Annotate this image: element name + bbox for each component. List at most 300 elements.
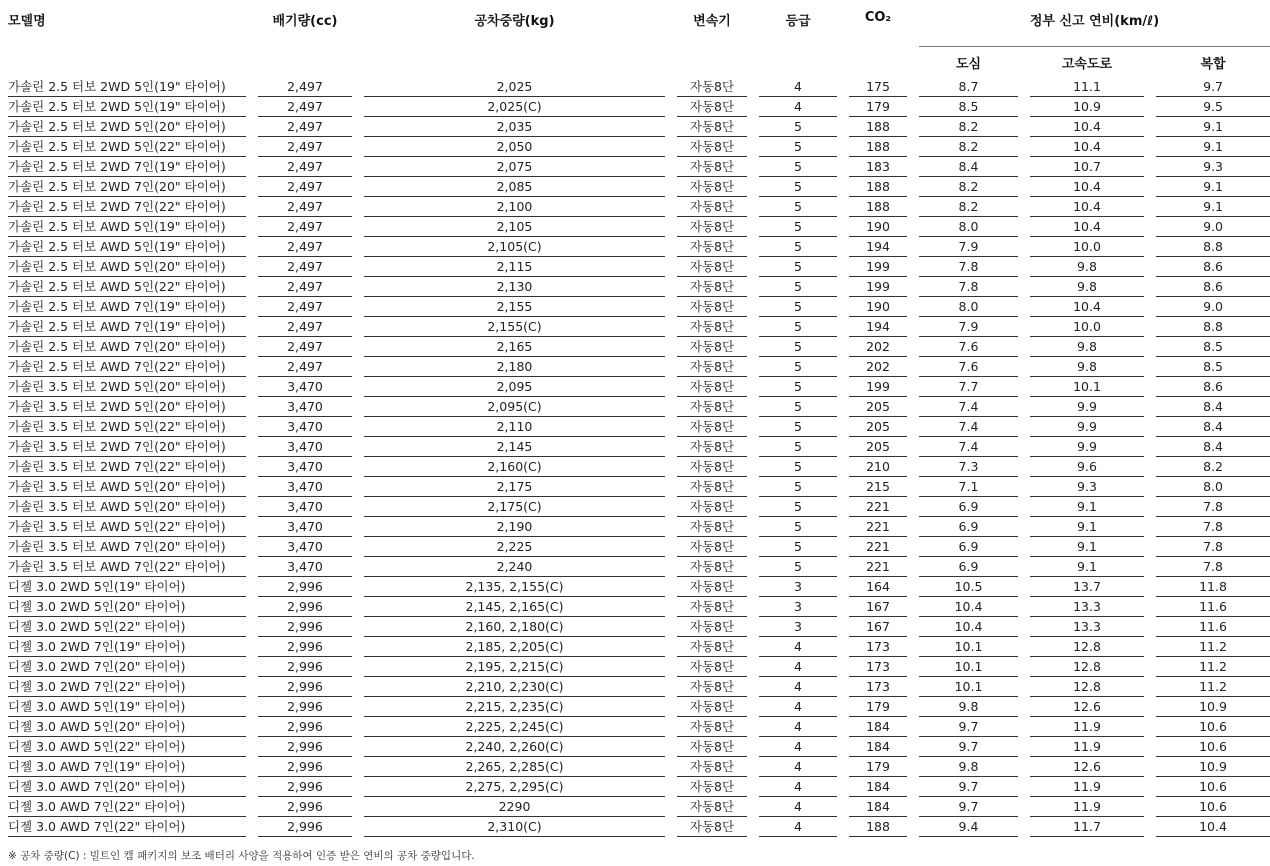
cell-displacement: 2,497 bbox=[258, 337, 352, 357]
cell-transmission: 자동8단 bbox=[677, 457, 747, 477]
cell-grade: 5 bbox=[759, 497, 837, 517]
cell-curb-weight: 2,275, 2,295(C) bbox=[364, 777, 665, 797]
cell-city: 7.4 bbox=[919, 437, 1018, 457]
cell-highway: 10.4 bbox=[1030, 117, 1144, 137]
cell-co2: 190 bbox=[849, 297, 907, 317]
header-model: 모델명 bbox=[8, 14, 46, 29]
cell-city: 7.1 bbox=[919, 477, 1018, 497]
cell-model: 가솔린 2.5 터보 AWD 5인(19" 타이어) bbox=[8, 237, 246, 257]
fuel-economy-table bbox=[8, 10, 1270, 837]
column-gap bbox=[1144, 697, 1156, 717]
column-gap bbox=[352, 417, 364, 437]
column-gap bbox=[907, 157, 919, 177]
column-gap bbox=[907, 217, 919, 237]
column-gap bbox=[665, 757, 677, 777]
column-gap bbox=[1018, 237, 1030, 257]
column-gap bbox=[665, 437, 677, 457]
cell-model: 디젤 3.0 AWD 7인(22" 타이어) bbox=[8, 797, 246, 817]
column-gap bbox=[665, 797, 677, 817]
cell-model: 가솔린 3.5 터보 AWD 7인(22" 타이어) bbox=[8, 557, 246, 577]
column-gap bbox=[1144, 477, 1156, 497]
column-gap bbox=[352, 237, 364, 257]
column-gap bbox=[907, 77, 919, 97]
column-gap bbox=[1018, 557, 1030, 577]
column-gap bbox=[352, 157, 364, 177]
cell-co2: 215 bbox=[849, 477, 907, 497]
cell-city: 7.6 bbox=[919, 337, 1018, 357]
cell-grade: 4 bbox=[759, 737, 837, 757]
column-gap bbox=[1144, 237, 1156, 257]
cell-combined: 10.6 bbox=[1156, 797, 1270, 817]
cell-curb-weight: 2,195, 2,215(C) bbox=[364, 657, 665, 677]
column-gap bbox=[352, 217, 364, 237]
column-gap bbox=[352, 797, 364, 817]
column-gap bbox=[246, 757, 258, 777]
cell-city: 7.8 bbox=[919, 257, 1018, 277]
cell-co2: 184 bbox=[849, 777, 907, 797]
cell-highway: 13.3 bbox=[1030, 597, 1144, 617]
table-row bbox=[8, 477, 1270, 497]
cell-highway: 9.6 bbox=[1030, 457, 1144, 477]
cell-highway: 12.8 bbox=[1030, 637, 1144, 657]
cell-displacement: 3,470 bbox=[258, 417, 352, 437]
table-row bbox=[8, 757, 1270, 777]
column-gap bbox=[1018, 337, 1030, 357]
cell-combined: 8.6 bbox=[1156, 377, 1270, 397]
cell-displacement: 2,996 bbox=[258, 797, 352, 817]
cell-co2: 179 bbox=[849, 697, 907, 717]
column-gap bbox=[1018, 477, 1030, 497]
table-row bbox=[8, 117, 1270, 137]
column-gap bbox=[837, 697, 849, 717]
cell-co2: 221 bbox=[849, 557, 907, 577]
cell-co2: 205 bbox=[849, 397, 907, 417]
cell-combined: 7.8 bbox=[1156, 517, 1270, 537]
column-gap bbox=[1144, 417, 1156, 437]
cell-grade: 5 bbox=[759, 137, 837, 157]
table-row bbox=[8, 617, 1270, 637]
cell-displacement: 2,497 bbox=[258, 257, 352, 277]
cell-city: 7.3 bbox=[919, 457, 1018, 477]
column-gap bbox=[1018, 817, 1030, 837]
column-gap bbox=[747, 77, 759, 97]
cell-curb-weight: 2,225 bbox=[364, 537, 665, 557]
cell-transmission: 자동8단 bbox=[677, 517, 747, 537]
cell-combined: 11.2 bbox=[1156, 637, 1270, 657]
column-gap bbox=[665, 497, 677, 517]
cell-co2: 221 bbox=[849, 517, 907, 537]
cell-grade: 5 bbox=[759, 557, 837, 577]
cell-model: 가솔린 2.5 터보 AWD 7인(22" 타이어) bbox=[8, 357, 246, 377]
column-gap bbox=[352, 517, 364, 537]
cell-transmission: 자동8단 bbox=[677, 377, 747, 397]
column-gap bbox=[1018, 697, 1030, 717]
column-gap bbox=[907, 357, 919, 377]
column-gap bbox=[907, 197, 919, 217]
cell-transmission: 자동8단 bbox=[677, 277, 747, 297]
column-gap bbox=[665, 577, 677, 597]
cell-model: 디젤 3.0 AWD 5인(22" 타이어) bbox=[8, 737, 246, 757]
column-gap bbox=[352, 317, 364, 337]
cell-highway: 9.1 bbox=[1030, 517, 1144, 537]
column-gap bbox=[246, 337, 258, 357]
column-gap bbox=[1144, 357, 1156, 377]
column-gap bbox=[747, 357, 759, 377]
column-gap bbox=[1144, 377, 1156, 397]
cell-combined: 8.0 bbox=[1156, 477, 1270, 497]
column-gap bbox=[1018, 637, 1030, 657]
cell-displacement: 2,996 bbox=[258, 637, 352, 657]
column-gap bbox=[907, 277, 919, 297]
cell-combined: 7.8 bbox=[1156, 537, 1270, 557]
cell-transmission: 자동8단 bbox=[677, 737, 747, 757]
table-row bbox=[8, 797, 1270, 817]
cell-model: 가솔린 2.5 터보 AWD 7인(19" 타이어) bbox=[8, 297, 246, 317]
column-gap bbox=[907, 817, 919, 837]
cell-displacement: 2,497 bbox=[258, 237, 352, 257]
cell-highway: 10.9 bbox=[1030, 97, 1144, 117]
column-gap bbox=[665, 657, 677, 677]
cell-co2: 199 bbox=[849, 277, 907, 297]
column-gap bbox=[907, 697, 919, 717]
cell-curb-weight: 2,025(C) bbox=[364, 97, 665, 117]
cell-city: 9.7 bbox=[919, 737, 1018, 757]
cell-curb-weight: 2,175 bbox=[364, 477, 665, 497]
cell-curb-weight: 2,075 bbox=[364, 157, 665, 177]
column-gap bbox=[1018, 417, 1030, 437]
column-gap bbox=[665, 697, 677, 717]
cell-city: 7.8 bbox=[919, 277, 1018, 297]
column-gap bbox=[1144, 637, 1156, 657]
table-row bbox=[8, 397, 1270, 417]
column-gap bbox=[1018, 597, 1030, 617]
cell-city: 7.6 bbox=[919, 357, 1018, 377]
header-city: 도심 bbox=[955, 56, 982, 72]
cell-combined: 8.5 bbox=[1156, 357, 1270, 377]
column-gap bbox=[1144, 217, 1156, 237]
column-gap bbox=[352, 137, 364, 157]
cell-city: 8.2 bbox=[919, 197, 1018, 217]
cell-city: 9.7 bbox=[919, 717, 1018, 737]
cell-displacement: 2,497 bbox=[258, 137, 352, 157]
column-gap bbox=[747, 517, 759, 537]
table-row bbox=[8, 577, 1270, 597]
cell-model: 디젤 3.0 AWD 5인(19" 타이어) bbox=[8, 697, 246, 717]
cell-displacement: 3,470 bbox=[258, 437, 352, 457]
column-gap bbox=[246, 537, 258, 557]
cell-grade: 4 bbox=[759, 777, 837, 797]
cell-co2: 188 bbox=[849, 177, 907, 197]
cell-transmission: 자동8단 bbox=[677, 97, 747, 117]
cell-combined: 8.5 bbox=[1156, 337, 1270, 357]
cell-highway: 13.3 bbox=[1030, 617, 1144, 637]
table-row bbox=[8, 237, 1270, 257]
table-row bbox=[8, 357, 1270, 377]
cell-transmission: 자동8단 bbox=[677, 317, 747, 337]
cell-curb-weight: 2,185, 2,205(C) bbox=[364, 637, 665, 657]
cell-highway: 11.9 bbox=[1030, 797, 1144, 817]
cell-curb-weight: 2,130 bbox=[364, 277, 665, 297]
cell-grade: 5 bbox=[759, 457, 837, 477]
column-gap bbox=[837, 557, 849, 577]
header-co2: CO₂ bbox=[864, 10, 892, 25]
cell-highway: 12.6 bbox=[1030, 757, 1144, 777]
cell-combined: 9.1 bbox=[1156, 177, 1270, 197]
cell-city: 10.5 bbox=[919, 577, 1018, 597]
column-gap bbox=[665, 137, 677, 157]
cell-transmission: 자동8단 bbox=[677, 137, 747, 157]
column-gap bbox=[1144, 277, 1156, 297]
cell-highway: 9.9 bbox=[1030, 437, 1144, 457]
column-gap bbox=[352, 437, 364, 457]
column-gap bbox=[246, 217, 258, 237]
cell-transmission: 자동8단 bbox=[677, 597, 747, 617]
column-gap bbox=[665, 357, 677, 377]
cell-model: 디젤 3.0 2WD 5인(22" 타이어) bbox=[8, 617, 246, 637]
cell-curb-weight: 2,100 bbox=[364, 197, 665, 217]
column-gap bbox=[246, 77, 258, 97]
column-gap bbox=[352, 297, 364, 317]
column-gap bbox=[352, 757, 364, 777]
table-row bbox=[8, 677, 1270, 697]
cell-grade: 5 bbox=[759, 317, 837, 337]
column-gap bbox=[907, 397, 919, 417]
cell-curb-weight: 2,025 bbox=[364, 77, 665, 97]
cell-curb-weight: 2290 bbox=[364, 797, 665, 817]
column-gap bbox=[1018, 737, 1030, 757]
column-gap bbox=[246, 657, 258, 677]
cell-curb-weight: 2,240, 2,260(C) bbox=[364, 737, 665, 757]
cell-model: 가솔린 3.5 터보 AWD 5인(22" 타이어) bbox=[8, 517, 246, 537]
cell-grade: 5 bbox=[759, 297, 837, 317]
column-gap bbox=[837, 277, 849, 297]
column-gap bbox=[1144, 577, 1156, 597]
cell-city: 8.2 bbox=[919, 177, 1018, 197]
column-gap bbox=[1144, 137, 1156, 157]
cell-model: 가솔린 2.5 터보 2WD 7인(20" 타이어) bbox=[8, 177, 246, 197]
cell-co2: 167 bbox=[849, 617, 907, 637]
cell-highway: 12.8 bbox=[1030, 657, 1144, 677]
cell-grade: 4 bbox=[759, 757, 837, 777]
cell-city: 8.2 bbox=[919, 117, 1018, 137]
cell-transmission: 자동8단 bbox=[677, 717, 747, 737]
column-gap bbox=[1144, 297, 1156, 317]
cell-grade: 3 bbox=[759, 597, 837, 617]
cell-curb-weight: 2,165 bbox=[364, 337, 665, 357]
cell-model: 가솔린 3.5 터보 2WD 7인(22" 타이어) bbox=[8, 457, 246, 477]
cell-curb-weight: 2,145 bbox=[364, 437, 665, 457]
column-gap bbox=[352, 497, 364, 517]
cell-highway: 11.1 bbox=[1030, 77, 1144, 97]
cell-co2: 167 bbox=[849, 597, 907, 617]
cell-grade: 5 bbox=[759, 257, 837, 277]
column-gap bbox=[352, 637, 364, 657]
column-gap bbox=[907, 617, 919, 637]
cell-transmission: 자동8단 bbox=[677, 297, 747, 317]
column-gap bbox=[837, 137, 849, 157]
cell-highway: 10.0 bbox=[1030, 237, 1144, 257]
column-gap bbox=[352, 77, 364, 97]
cell-co2: 179 bbox=[849, 757, 907, 777]
cell-highway: 13.7 bbox=[1030, 577, 1144, 597]
cell-city: 6.9 bbox=[919, 557, 1018, 577]
column-gap bbox=[352, 457, 364, 477]
cell-co2: 173 bbox=[849, 637, 907, 657]
cell-grade: 3 bbox=[759, 577, 837, 597]
cell-model: 디젤 3.0 2WD 7인(22" 타이어) bbox=[8, 677, 246, 697]
cell-transmission: 자동8단 bbox=[677, 697, 747, 717]
column-gap bbox=[1018, 657, 1030, 677]
cell-model: 가솔린 3.5 터보 AWD 5인(20" 타이어) bbox=[8, 477, 246, 497]
cell-transmission: 자동8단 bbox=[677, 157, 747, 177]
column-gap bbox=[837, 237, 849, 257]
cell-city: 6.9 bbox=[919, 517, 1018, 537]
column-gap bbox=[747, 697, 759, 717]
cell-model: 가솔린 3.5 터보 2WD 5인(22" 타이어) bbox=[8, 417, 246, 437]
column-gap bbox=[907, 177, 919, 197]
column-gap bbox=[665, 297, 677, 317]
column-gap bbox=[747, 237, 759, 257]
cell-highway: 11.9 bbox=[1030, 777, 1144, 797]
cell-co2: 188 bbox=[849, 137, 907, 157]
column-gap bbox=[665, 597, 677, 617]
column-gap bbox=[1018, 157, 1030, 177]
column-gap bbox=[837, 677, 849, 697]
cell-transmission: 자동8단 bbox=[677, 117, 747, 137]
column-gap bbox=[665, 457, 677, 477]
column-gap bbox=[352, 577, 364, 597]
cell-transmission: 자동8단 bbox=[677, 437, 747, 457]
column-gap bbox=[665, 677, 677, 697]
column-gap bbox=[1018, 797, 1030, 817]
cell-grade: 4 bbox=[759, 797, 837, 817]
column-gap bbox=[907, 637, 919, 657]
cell-curb-weight: 2,160(C) bbox=[364, 457, 665, 477]
table-row bbox=[8, 197, 1270, 217]
cell-city: 7.4 bbox=[919, 397, 1018, 417]
column-gap bbox=[665, 197, 677, 217]
column-gap bbox=[246, 277, 258, 297]
cell-city: 7.4 bbox=[919, 417, 1018, 437]
cell-combined: 8.6 bbox=[1156, 257, 1270, 277]
column-gap bbox=[907, 237, 919, 257]
cell-combined: 11.8 bbox=[1156, 577, 1270, 597]
cell-grade: 4 bbox=[759, 677, 837, 697]
cell-model: 가솔린 2.5 터보 AWD 5인(20" 타이어) bbox=[8, 257, 246, 277]
cell-displacement: 2,996 bbox=[258, 697, 352, 717]
column-gap bbox=[665, 517, 677, 537]
column-gap bbox=[665, 237, 677, 257]
column-gap bbox=[747, 717, 759, 737]
cell-combined: 9.1 bbox=[1156, 197, 1270, 217]
column-gap bbox=[1018, 617, 1030, 637]
table-row bbox=[8, 517, 1270, 537]
column-gap bbox=[837, 217, 849, 237]
cell-curb-weight: 2,110 bbox=[364, 417, 665, 437]
header-fuel-economy: 정부 신고 연비(km/ℓ) bbox=[919, 10, 1270, 47]
cell-co2: 188 bbox=[849, 117, 907, 137]
column-gap bbox=[352, 97, 364, 117]
column-gap bbox=[907, 557, 919, 577]
column-gap bbox=[246, 617, 258, 637]
column-gap bbox=[1144, 597, 1156, 617]
column-gap bbox=[1144, 737, 1156, 757]
column-gap bbox=[352, 777, 364, 797]
cell-displacement: 2,497 bbox=[258, 317, 352, 337]
cell-city: 8.7 bbox=[919, 77, 1018, 97]
column-gap bbox=[665, 337, 677, 357]
cell-highway: 9.9 bbox=[1030, 417, 1144, 437]
cell-grade: 5 bbox=[759, 537, 837, 557]
column-gap bbox=[246, 577, 258, 597]
cell-curb-weight: 2,240 bbox=[364, 557, 665, 577]
column-gap bbox=[747, 537, 759, 557]
column-gap bbox=[352, 817, 364, 837]
cell-highway: 9.1 bbox=[1030, 497, 1144, 517]
column-gap bbox=[665, 157, 677, 177]
cell-displacement: 3,470 bbox=[258, 377, 352, 397]
cell-model: 가솔린 2.5 터보 AWD 7인(20" 타이어) bbox=[8, 337, 246, 357]
column-gap bbox=[837, 97, 849, 117]
cell-highway: 10.1 bbox=[1030, 377, 1144, 397]
column-gap bbox=[747, 197, 759, 217]
cell-city: 9.4 bbox=[919, 817, 1018, 837]
cell-combined: 9.3 bbox=[1156, 157, 1270, 177]
column-gap bbox=[352, 677, 364, 697]
cell-co2: 205 bbox=[849, 437, 907, 457]
column-gap bbox=[246, 357, 258, 377]
column-gap bbox=[907, 777, 919, 797]
cell-co2: 205 bbox=[849, 417, 907, 437]
cell-curb-weight: 2,105 bbox=[364, 217, 665, 237]
column-gap bbox=[1144, 777, 1156, 797]
column-gap bbox=[1018, 137, 1030, 157]
column-gap bbox=[1018, 457, 1030, 477]
column-gap bbox=[246, 677, 258, 697]
cell-curb-weight: 2,190 bbox=[364, 517, 665, 537]
column-gap bbox=[1144, 717, 1156, 737]
column-gap bbox=[837, 657, 849, 677]
column-gap bbox=[352, 477, 364, 497]
column-gap bbox=[246, 257, 258, 277]
cell-transmission: 자동8단 bbox=[677, 337, 747, 357]
column-gap bbox=[1144, 617, 1156, 637]
table-row bbox=[8, 457, 1270, 477]
cell-grade: 5 bbox=[759, 517, 837, 537]
cell-displacement: 2,497 bbox=[258, 117, 352, 137]
cell-displacement: 2,996 bbox=[258, 817, 352, 837]
column-gap bbox=[246, 437, 258, 457]
cell-transmission: 자동8단 bbox=[677, 177, 747, 197]
cell-grade: 5 bbox=[759, 157, 837, 177]
column-gap bbox=[907, 257, 919, 277]
column-gap bbox=[1018, 277, 1030, 297]
cell-displacement: 2,497 bbox=[258, 297, 352, 317]
cell-combined: 8.8 bbox=[1156, 317, 1270, 337]
cell-co2: 221 bbox=[849, 497, 907, 517]
cell-combined: 9.1 bbox=[1156, 117, 1270, 137]
column-gap bbox=[907, 797, 919, 817]
cell-transmission: 자동8단 bbox=[677, 817, 747, 837]
cell-displacement: 2,996 bbox=[258, 577, 352, 597]
cell-curb-weight: 2,050 bbox=[364, 137, 665, 157]
column-gap bbox=[747, 257, 759, 277]
cell-model: 가솔린 2.5 터보 AWD 7인(19" 타이어) bbox=[8, 317, 246, 337]
column-gap bbox=[1018, 317, 1030, 337]
column-gap bbox=[352, 197, 364, 217]
cell-transmission: 자동8단 bbox=[677, 757, 747, 777]
cell-grade: 4 bbox=[759, 77, 837, 97]
